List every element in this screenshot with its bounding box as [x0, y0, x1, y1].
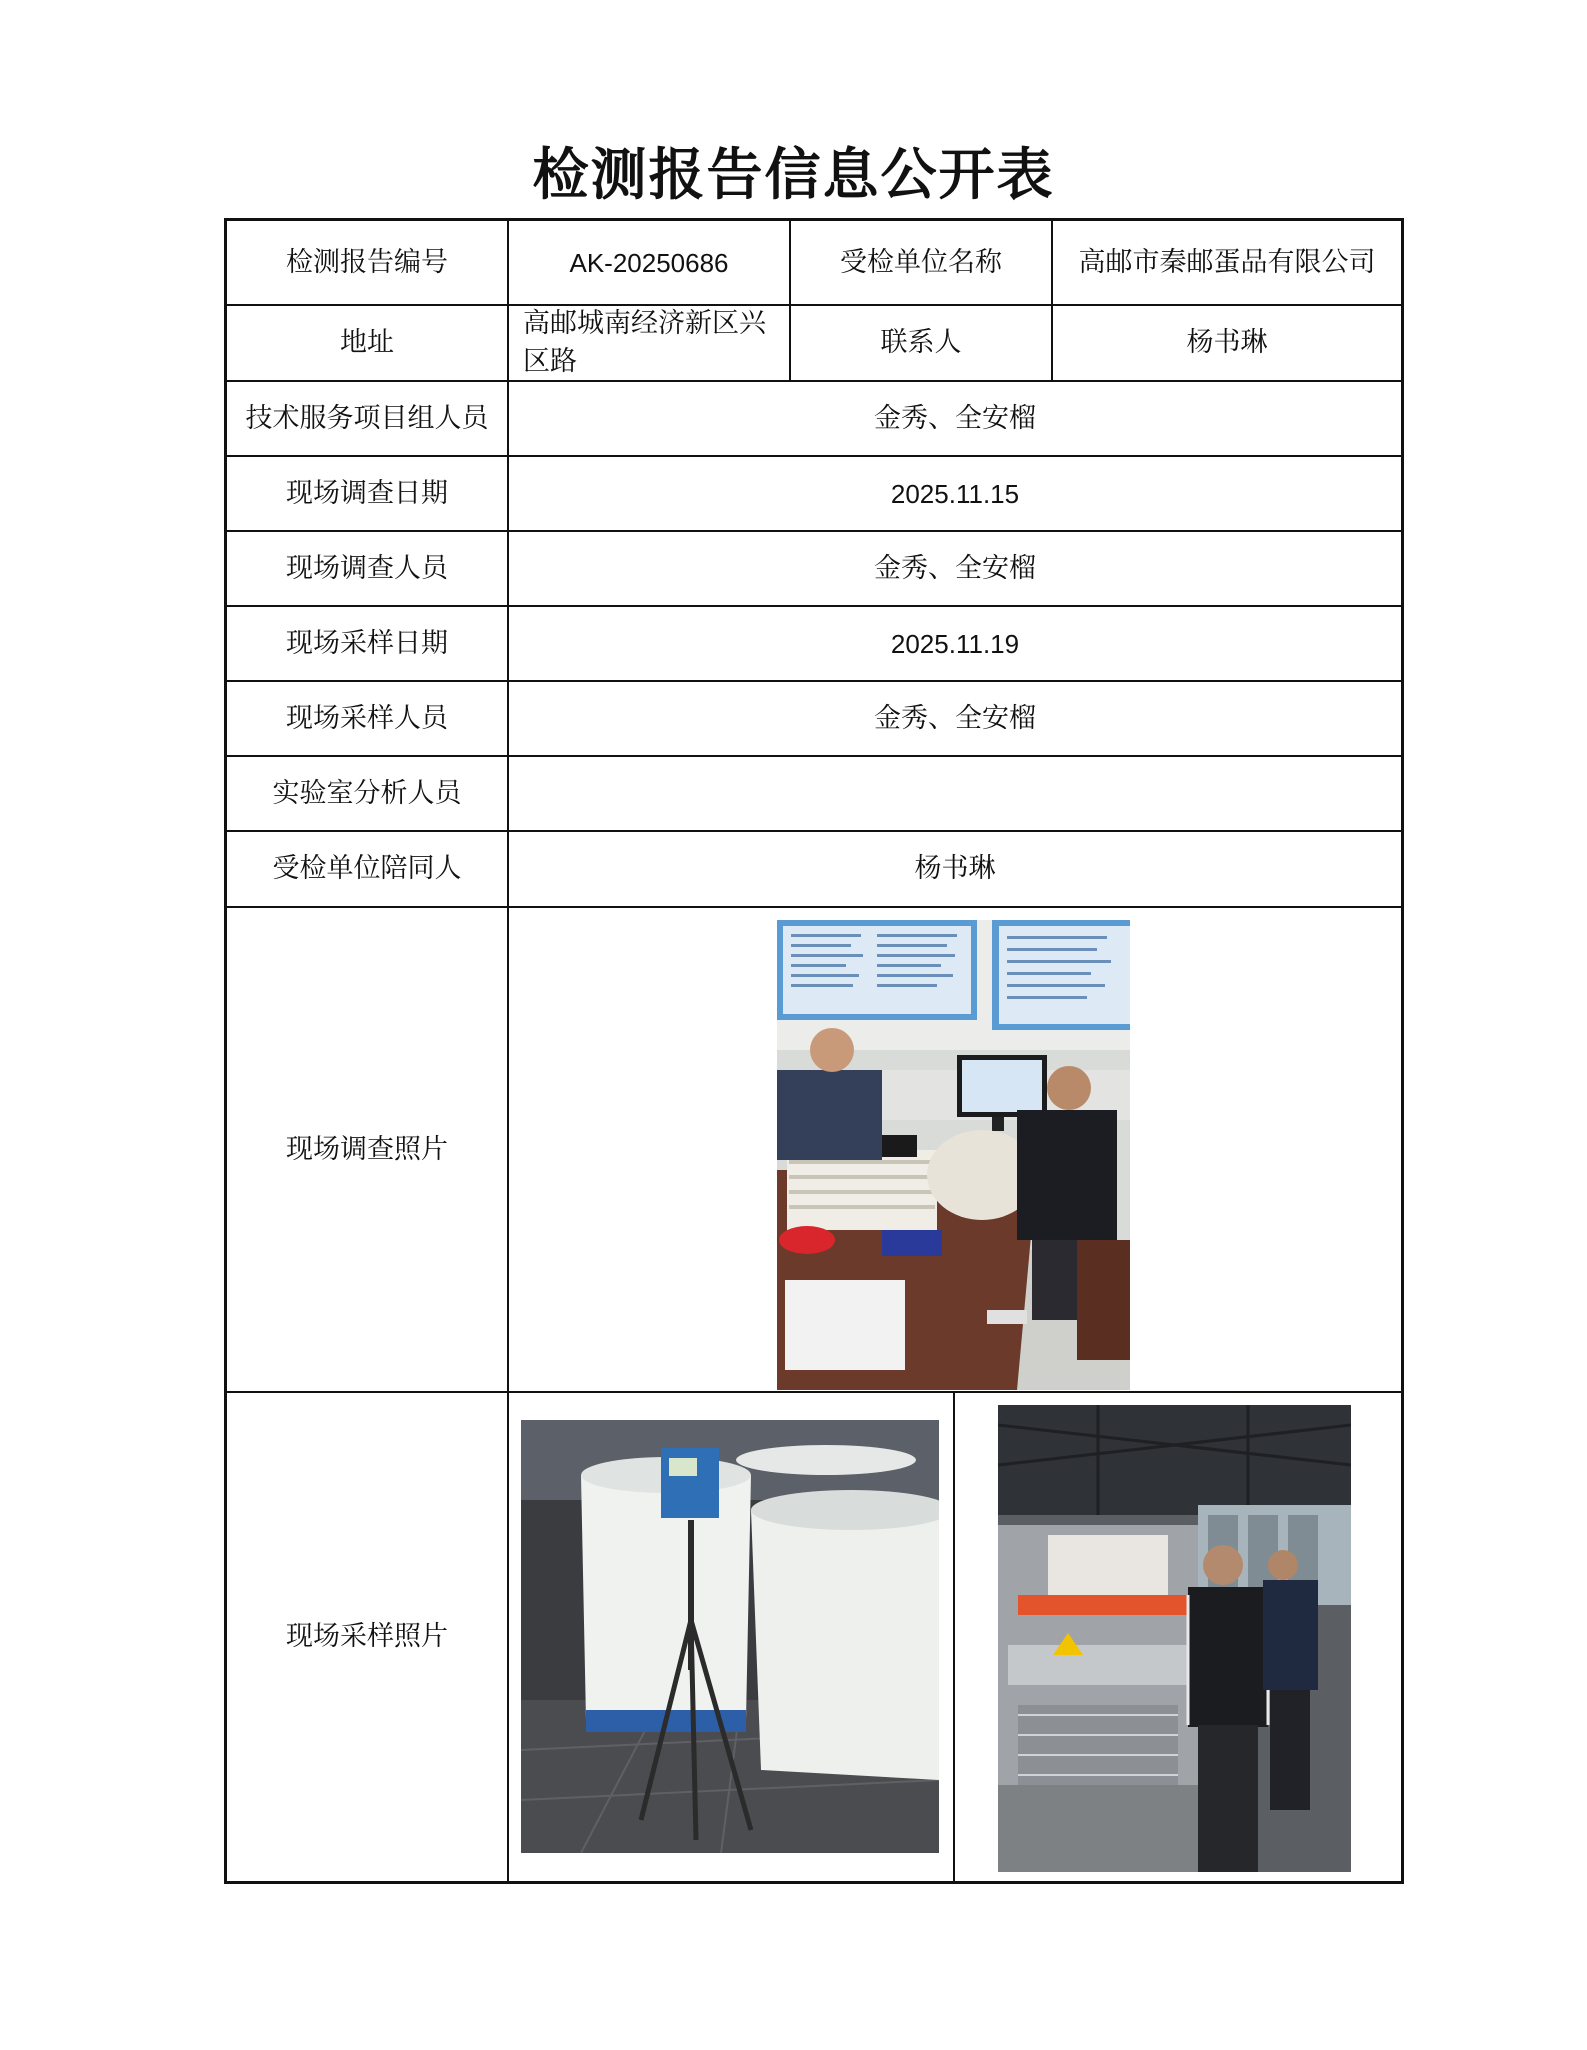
- value-sampling-date: 2025.11.19: [890, 628, 1020, 659]
- label-report-no: 检测报告编号: [286, 246, 448, 278]
- label-lab-staff: 实验室分析人员: [272, 777, 462, 809]
- survey-photo: [777, 920, 1130, 1390]
- sampling-photo-factory: [998, 1405, 1351, 1872]
- label-unit-name: 受检单位名称: [840, 246, 1002, 278]
- label-team: 技术服务项目组人员: [245, 402, 489, 434]
- label-sampling-staff: 现场采样人员: [286, 702, 448, 734]
- label-sampling-photo: 现场采样照片: [286, 1621, 448, 1652]
- label-address: 地址: [340, 327, 394, 358]
- value-sampling-staff: 金秀、全安榴: [874, 702, 1036, 734]
- label-sampling-date: 现场采样日期: [286, 627, 448, 659]
- label-escort: 受检单位陪同人: [272, 853, 462, 884]
- value-address: 高邮城南经济新区兴区路: [523, 308, 766, 377]
- label-survey-photo: 现场调查照片: [286, 1133, 448, 1165]
- page-title: 检测报告信息公开表: [532, 142, 1055, 208]
- value-survey-staff: 金秀、全安榴: [874, 552, 1036, 584]
- value-lab-staff: [509, 757, 1401, 830]
- value-team: 金秀、全安榴: [874, 402, 1036, 434]
- label-survey-date: 现场调查日期: [286, 477, 448, 509]
- label-survey-staff: 现场调查人员: [286, 552, 448, 584]
- value-survey-date: 2025.11.15: [890, 478, 1020, 509]
- label-contact: 联系人: [880, 327, 962, 358]
- value-unit-name: 高邮市秦邮蛋品有限公司: [1078, 246, 1376, 278]
- sampling-photo-tripod: [521, 1420, 939, 1853]
- value-report-no: AK-20250686: [569, 247, 729, 278]
- value-escort: 杨书琳: [914, 853, 996, 884]
- value-contact: 杨书琳: [1186, 327, 1268, 358]
